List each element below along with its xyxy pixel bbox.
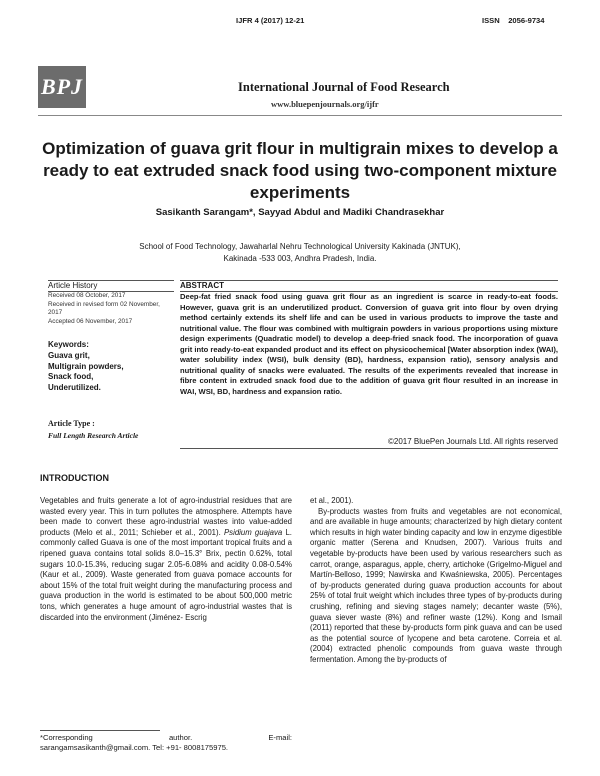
paper-title: Optimization of guava grit flour in multigrain mixes to develop a ready to eat extruded snack food using two-component mixture experiments: [42, 139, 558, 202]
intro-paragraph-continued: et al., 2001).: [310, 496, 354, 505]
keyword-item: Multigrain powders,: [48, 361, 124, 371]
article-info-panel: [48, 280, 174, 440]
keywords-label: Keywords:: [48, 340, 89, 349]
issn-label: ISSN: [482, 16, 500, 25]
intro-paragraph-2: By-products wastes from fruits and vegetables are not economical, and are available in huge amounts; characterized by high dietary content which results in high water binding capacity and low in enzyme digestible organic matter (Serena and Knudsen, 2007). Various fruits and vegetable by-products have been used by various researchers such as carrot, orange, asparagus, apple, cherry, artichoke (Grigelmo-Miguel and Martín-Belloso, 1999; Nawirska and Kwaśniewska, 2005). Percentages of by-products generated during guava production accounts for about 25% of total fruit weight which includes three types of by-products during crushing, refining and sieving stages namely; decanter waste (5%), guava siever waste (8%) and refiner waste (12%). Kong and Ismail (2011) reported that these by-products form pink guava and can be used as the potential source of lycopene and beta carotene. Correia et al. (2004) extracted phenolic compounds from guava waste through fermentation. Among the by-products of: [310, 506, 562, 664]
paper-authors: Sasikanth Sarangam*, Sayyad Abdul and Madiki Chandrasekhar: [155, 207, 445, 218]
keyword-item: Underutilized.: [48, 382, 101, 392]
issn: [482, 16, 545, 25]
abstract-top-rule: [180, 280, 558, 281]
author-contact[interactable]: sarangamsasikanth@gmail.com. Tel: +91- 8008175975.: [40, 743, 229, 752]
abstract-text: Deep-fat fried snack food using guava grit flour as an ingredient is scarce in ready-to-eat foods. However, guava grit is an underutilized product. Conversion of guava grit into flour by oven drying method certainly extends its shelf life and can be used in various products to improve the taste and nutritional value. The flour was combined with multigrain powders in various proportions using mixture design experiments (Quadratic model) to develop a deep-fried snack food. The incorporation of guava grit into ready-to-eat expanded product and its effect on physicochemical [Water absorption index (WAI), water solubility index (WSI), bulk density (BD), hardness, expansion ratio), sensory analysis and nutritional quality of snacks were evaluated. The results of the experiments revealed that increase in fibre content in extruded snack food due to the addition of guava grit flour resulted in an increase in WAI, WSI, BD, hardness and expansion ratio.: [180, 292, 558, 396]
received-date: Received 08 October, 2017: [48, 292, 126, 299]
keywords-list: [48, 351, 124, 393]
abstract-bottom-rule: [180, 448, 558, 449]
journal-name: International Journal of Food Research: [238, 80, 450, 94]
publisher-logo: BPJ: [38, 66, 86, 108]
journal-url[interactable]: www.bluepenjournals.org/ijfr: [271, 99, 379, 109]
body-column-left: [40, 496, 292, 623]
abstract-panel: [180, 280, 558, 450]
footnote-divider: [40, 730, 160, 731]
abstract-label: ABSTRACT: [180, 281, 224, 290]
affiliation-line-2: Kakinada -533 003, Andhra Pradesh, India.: [223, 254, 377, 263]
article-history-label: Article History: [48, 281, 98, 290]
article-history-dates: [48, 292, 174, 326]
revised-date: Received in revised form 02 November, 2017: [48, 300, 160, 317]
body-column-right: [310, 496, 562, 666]
section-title-introduction: INTRODUCTION: [40, 473, 109, 483]
affiliation-line-1: School of Food Technology, Jawaharlal Nehru Technological University Kakinada (JNTUK),: [139, 242, 461, 251]
article-type-value: Full Length Research Article: [48, 431, 139, 440]
article-type-label: Article Type :: [48, 419, 95, 428]
journal-citation: IJFR 4 (2017) 12-21: [236, 16, 305, 25]
issn-value: 2056-9734: [508, 16, 545, 25]
header-divider: [38, 115, 562, 116]
intro-paragraph-1: Vegetables and fruits generate a lot of agro-industrial residues that are wasted every year. This in turn pollutes the atmosphere. Attempts have been made to convert these agro-industrial wastes into value-added products (Melo et al., 2011; Schieber et al., 2001). Psidium guajava L. commonly called Guava is one of the most important tropical fruits and a ripened guava contains total solids 8.0–15.3° Brix, pectin 0.62%, total sugars 10.0-15.3%, reducing sugar 2.05-6.08% and acidity 0.08-0.54% (Kaur et al., 2009). Waste generated from guava pomace accounts for about 15% of the total fruit weight during the manufacturing process and guava production in the world is estimated to be about 500,000 metric tons, which generates a huge amount of agro-industrial wastes that is discarded into the environment (Jiménez- Escrig: [40, 496, 292, 622]
footnote-row: *Corresponding author. E-mail:: [40, 733, 292, 742]
copyright-notice: ©2017 BluePen Journals Ltd. All rights reserved: [388, 437, 558, 446]
keyword-item: Guava grit,: [48, 351, 90, 360]
affiliation: [60, 241, 540, 265]
keyword-item: Snack food,: [48, 372, 94, 381]
corresponding-author-footnote: [40, 733, 292, 753]
accepted-date: Accepted 06 November, 2017: [48, 317, 133, 325]
